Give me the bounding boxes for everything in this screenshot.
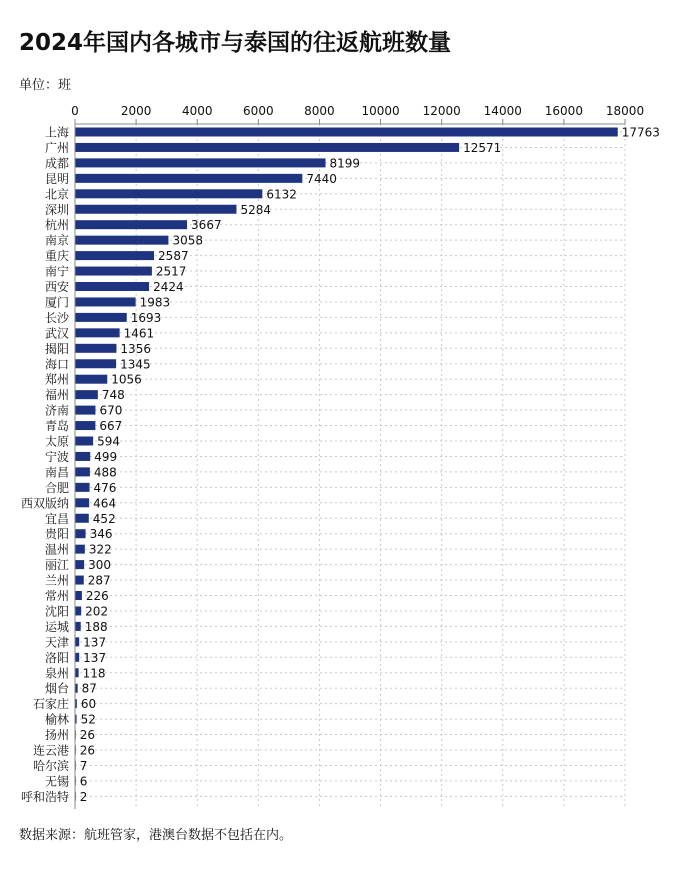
value-label: 2517 <box>155 264 187 279</box>
value-label: 452 <box>92 511 116 526</box>
value-label: 202 <box>85 604 109 619</box>
value-label: 1693 <box>130 310 162 325</box>
category-label: 兰州 <box>44 573 69 588</box>
bar <box>75 529 86 538</box>
value-label: 3667 <box>191 218 222 233</box>
bar <box>75 282 149 291</box>
value-label: 322 <box>88 542 112 557</box>
category-label: 西安 <box>44 280 69 294</box>
category-label: 运城 <box>44 619 69 634</box>
category-label: 宁波 <box>44 449 69 464</box>
category-label: 广州 <box>44 140 69 155</box>
bar <box>75 359 116 368</box>
unit-label: 单位：班 <box>19 78 72 93</box>
bar <box>75 205 236 214</box>
value-label: 287 <box>87 573 111 588</box>
bar <box>75 375 107 384</box>
value-label: 137 <box>83 650 107 665</box>
value-label: 26 <box>79 728 96 743</box>
bar <box>75 328 120 337</box>
value-label: 7440 <box>306 171 337 186</box>
category-label: 哈尔滨 <box>32 758 69 773</box>
bar <box>75 576 84 585</box>
category-label: 武汉 <box>44 326 69 341</box>
value-label: 1983 <box>139 295 171 310</box>
category-label: 贵阳 <box>44 527 69 542</box>
value-label: 1056 <box>111 372 142 387</box>
bars <box>75 128 618 801</box>
category-label: 沈阳 <box>44 604 69 619</box>
value-label: 87 <box>81 681 97 696</box>
value-label: 188 <box>84 619 108 634</box>
value-label: 1356 <box>120 341 151 356</box>
x-tick-label: 14000 <box>483 104 522 118</box>
category-label: 揭阳 <box>44 341 69 356</box>
bar <box>75 452 90 461</box>
value-label: 594 <box>97 434 121 449</box>
bar <box>75 467 90 476</box>
bar <box>75 158 326 167</box>
category-label: 青岛 <box>44 419 69 434</box>
category-label: 西双版纳 <box>20 496 69 511</box>
bar <box>75 189 262 198</box>
category-label: 无锡 <box>44 774 69 789</box>
value-label: 2424 <box>153 280 184 294</box>
x-axis-ticks <box>71 104 644 124</box>
bar <box>75 421 95 430</box>
value-label: 137 <box>83 635 107 650</box>
value-label: 667 <box>99 419 123 434</box>
bar <box>75 653 79 662</box>
category-label: 福州 <box>44 388 69 403</box>
category-labels <box>21 125 70 804</box>
x-tick-label: 10000 <box>361 104 400 118</box>
bar <box>75 406 95 415</box>
category-label: 杭州 <box>44 218 69 233</box>
value-label: 6132 <box>266 187 297 202</box>
category-label: 天津 <box>44 635 69 650</box>
value-label: 3058 <box>172 233 203 248</box>
category-label: 扬州 <box>44 728 69 743</box>
category-label: 丽江 <box>44 558 69 573</box>
category-label: 连云港 <box>32 743 69 758</box>
bar <box>75 251 154 260</box>
category-label: 南昌 <box>44 465 69 480</box>
bar <box>75 483 90 492</box>
value-label: 1461 <box>123 326 155 341</box>
category-label: 昆明 <box>44 171 69 186</box>
source-note: 数据来源：航班管家，港澳台数据不包括在内。 <box>19 828 293 843</box>
category-label: 泉州 <box>44 666 69 681</box>
category-label: 海口 <box>44 357 69 372</box>
bar <box>75 143 459 152</box>
bar <box>75 668 79 677</box>
category-label: 上海 <box>44 125 69 140</box>
bar <box>75 514 89 523</box>
x-tick-label: 12000 <box>422 104 461 118</box>
bar <box>75 545 85 554</box>
x-tick-label: 18000 <box>605 104 645 118</box>
value-label: 60 <box>80 697 97 712</box>
value-label: 6 <box>79 774 88 789</box>
category-label: 成都 <box>44 156 69 171</box>
bar <box>75 560 84 569</box>
x-tick-label: 16000 <box>544 104 583 118</box>
category-label: 郑州 <box>44 372 69 387</box>
x-tick-label: 2000 <box>120 104 152 118</box>
value-label: 17763 <box>621 125 660 140</box>
x-tick-label: 4000 <box>181 104 213 118</box>
value-label: 476 <box>93 480 117 495</box>
bar <box>75 174 302 183</box>
value-label: 488 <box>93 465 117 480</box>
category-label: 石家庄 <box>32 697 69 712</box>
category-label: 济南 <box>44 403 69 418</box>
bar <box>75 313 127 322</box>
value-label: 1345 <box>120 357 151 372</box>
value-label: 26 <box>79 743 96 758</box>
value-label: 5284 <box>240 202 272 217</box>
category-label: 北京 <box>44 187 69 202</box>
bar <box>75 437 93 446</box>
value-label: 748 <box>101 388 125 403</box>
value-label: 7 <box>79 758 88 773</box>
category-label: 合肥 <box>44 480 69 495</box>
value-label: 2587 <box>158 249 189 264</box>
bar <box>75 128 618 137</box>
bar <box>75 220 187 229</box>
value-label: 670 <box>99 403 123 418</box>
value-label: 12571 <box>463 140 502 155</box>
category-label: 榆林 <box>44 712 69 727</box>
value-label: 300 <box>88 558 112 573</box>
category-label: 温州 <box>44 542 69 557</box>
value-label: 346 <box>89 527 113 542</box>
category-label: 宜昌 <box>44 511 69 526</box>
category-label: 常州 <box>44 589 69 603</box>
x-tick-label: 8000 <box>304 104 335 118</box>
category-label: 太原 <box>44 434 69 449</box>
category-label: 南宁 <box>44 264 69 279</box>
category-label: 长沙 <box>44 310 69 325</box>
category-label: 厦门 <box>44 295 69 310</box>
value-label: 464 <box>93 496 117 511</box>
bar <box>75 498 89 507</box>
category-label: 深圳 <box>44 202 69 217</box>
value-label: 226 <box>85 589 109 603</box>
value-label: 8199 <box>329 156 361 171</box>
bar <box>75 622 81 631</box>
bar <box>75 637 79 646</box>
category-label: 呼和浩特 <box>20 789 69 804</box>
bar <box>75 267 152 276</box>
value-label: 2 <box>79 789 88 804</box>
chart-title: 2024年国内各城市与泰国的往返航班数量 <box>19 30 452 56</box>
value-label: 499 <box>94 449 118 464</box>
category-label: 南京 <box>44 233 69 248</box>
x-tick-label: 0 <box>71 104 79 118</box>
bar <box>75 297 136 306</box>
value-label: 118 <box>82 666 106 681</box>
bar <box>75 606 81 615</box>
category-label: 洛阳 <box>44 650 69 665</box>
bar <box>75 390 98 399</box>
value-label: 52 <box>80 712 96 727</box>
bar <box>75 236 168 245</box>
bar <box>75 591 82 600</box>
bar <box>75 344 116 353</box>
category-label: 重庆 <box>44 249 69 264</box>
x-tick-label: 6000 <box>243 104 274 118</box>
category-label: 烟台 <box>44 681 69 696</box>
